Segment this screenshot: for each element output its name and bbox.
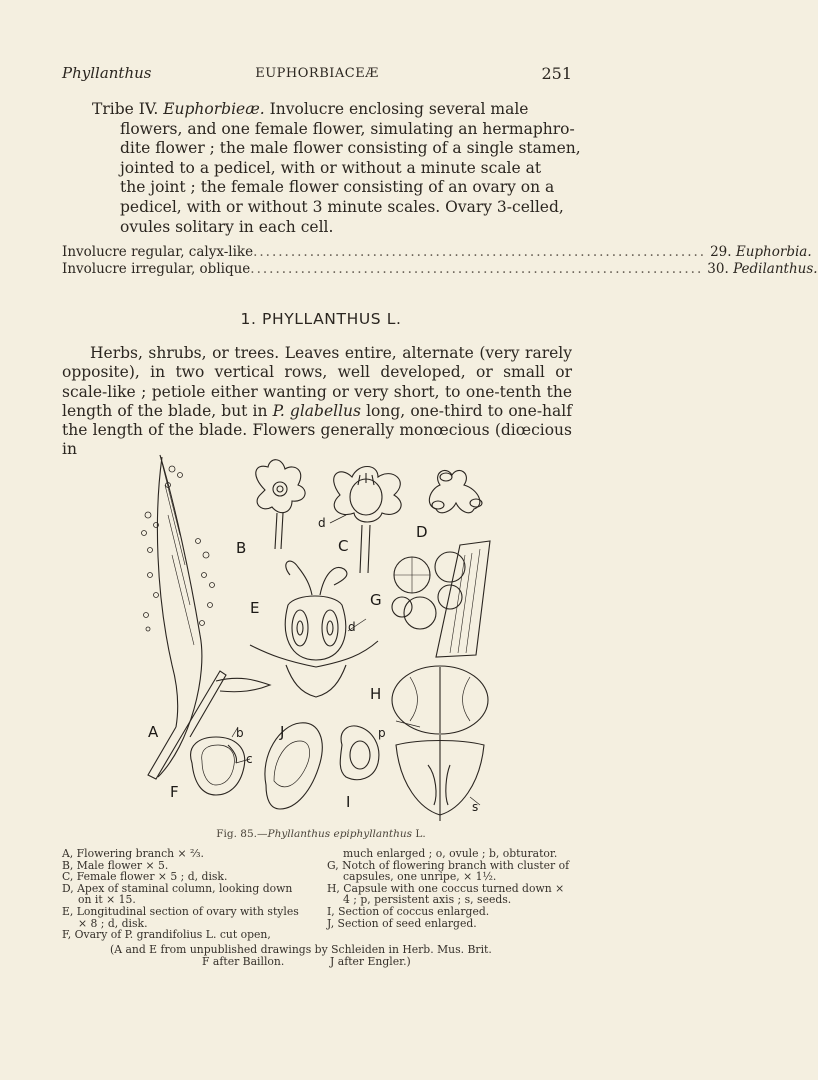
legend-item: much enlarged ; o, ovule ; b, obturator.: [343, 847, 558, 860]
legend-item: B, Male flower × 5.: [62, 858, 169, 872]
tribe-line: Tribe IV. Euphorbieæ. Involucre enclosing several male: [92, 100, 529, 118]
label-C: C: [338, 537, 349, 555]
label-p: p: [378, 726, 386, 740]
label-d-section: d: [348, 620, 356, 634]
key-row: Involucre regular, calyx-like ........................................................................ 29. Euphorbia.: [62, 244, 812, 260]
label-H: H: [370, 685, 382, 703]
label-b: b: [236, 726, 244, 740]
legend-item: C, Female flower × 5 ; d, disk.: [62, 870, 228, 884]
label-d-disk: d: [318, 516, 326, 530]
legend-item: D, Apex of staminal column, looking down on it × 15.: [62, 881, 293, 907]
genus-description: Herbs, shrubs, or trees. Leaves entire, alternate (very rarely opposite), in two vertical rows, well developed, or small or scale-like ; petiole either wanting or very short, to one-tenth the length of the blade, but in P. glabellus long, one-third to one-half the length of the blade. Flowers generally monœcious (diœcious in: [62, 344, 572, 459]
label-G: G: [370, 591, 382, 609]
running-title: Phyllanthus: [62, 64, 152, 82]
male-flower-drawing: [256, 460, 305, 549]
figure-caption: Fig. 85.—Phyllanthus epiphyllanthus L.: [216, 828, 426, 840]
flowering-branch-drawing: [142, 455, 271, 779]
seed-section-drawing: [265, 723, 322, 809]
legend-left-column: [62, 848, 307, 941]
botanical-figure: [120, 445, 520, 825]
genus-heading: 1. PHYLLANTHUS L.: [240, 310, 402, 328]
legend-item: F, Ovary of P. grandifolius L. cut open,: [62, 928, 271, 942]
tribe-line: flowers, and one female flower, simulating an hermaphro-: [120, 119, 575, 138]
legend-item: H, Capsule with one coccus turned down × 4 ; p, persistent axis ; s, seeds.: [327, 881, 565, 907]
coccus-section-drawing: [340, 726, 379, 780]
figure-credit: [62, 944, 574, 968]
legend-item: J, Section of seed enlarged.: [327, 916, 477, 930]
tribe-line: jointed to a pedicel, with or without a minute scale at: [120, 158, 542, 177]
family-name: EUPHORBIACEÆ: [255, 66, 379, 81]
legend-right-column: [327, 848, 572, 929]
female-flower-drawing: [334, 467, 401, 574]
tribe-line: ovules solitary in each cell.: [120, 217, 334, 236]
tribe-line: the joint ; the female flower consisting of an ovary on a: [120, 178, 555, 197]
page-number: 251: [541, 64, 572, 83]
ovary-section-drawing: [250, 561, 378, 697]
legend-item: G, Notch of flowering branch with cluster of capsules, one unripe, × 1½.: [327, 858, 570, 884]
label-A: A: [148, 723, 159, 741]
running-header: [62, 64, 572, 84]
tribe-line: pedicel, with or without 3 minute scales. Ovary 3-celled,: [120, 197, 564, 216]
legend-item: E, Longitudinal section of ovary with styles × 8 ; d, disk.: [62, 904, 299, 930]
label-E: E: [250, 599, 260, 617]
credit-baillon: F after Baillon.: [202, 954, 285, 968]
label-c: c: [246, 752, 253, 766]
label-I: I: [346, 793, 351, 811]
legend-item: A, Flowering branch × ⅔.: [62, 847, 204, 860]
label-B: B: [236, 539, 247, 557]
tribe-line: dite flower ; the male flower consisting of a single stamen,: [120, 139, 581, 158]
tribe-description: [62, 100, 581, 237]
figure-illustration: [120, 445, 520, 825]
legend-item: I, Section of coccus enlarged.: [327, 904, 490, 918]
genus-key: [62, 244, 818, 278]
label-s: s: [472, 800, 479, 814]
label-D: D: [416, 523, 428, 541]
staminal-apex-drawing: [429, 470, 482, 512]
key-row: Involucre irregular, oblique ........................................................................ 30. Pedilanthus.: [62, 261, 818, 277]
capsule-cluster-drawing: [392, 541, 490, 657]
credit-engler: J after Engler.): [330, 954, 411, 968]
label-F: F: [170, 783, 179, 801]
credit-line: (A and E from unpublished drawings by Schleiden in Herb. Mus. Brit.: [110, 943, 492, 956]
label-J: J: [280, 723, 285, 741]
capsule-drawing: [392, 666, 488, 821]
ovary-drawing: [191, 737, 245, 795]
